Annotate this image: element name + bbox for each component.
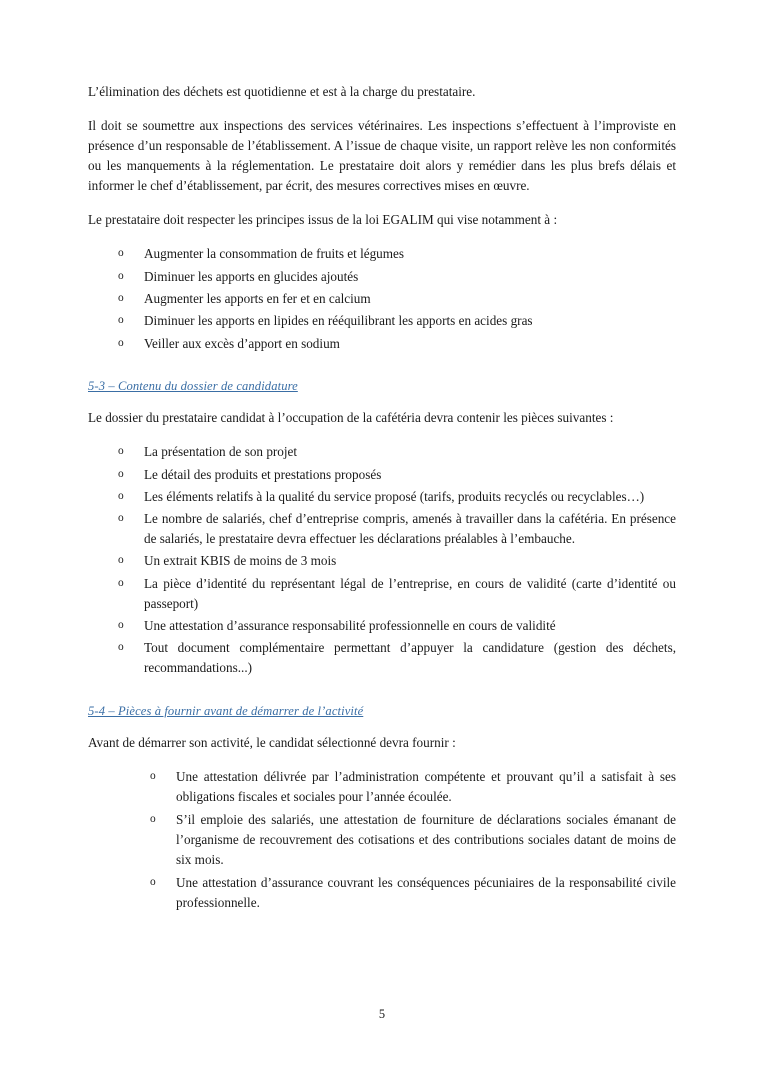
- before-start-items-list: [88, 767, 676, 913]
- list-item: o S’il emploie des salariés, une attestation de fourniture de déclarations sociales émanant de l’organisme de recouvrement des cotisations et des contributions sociales datant de moins de six mois.: [150, 810, 676, 870]
- list-item: o Le détail des produits et prestations proposés: [114, 465, 676, 485]
- dossier-items-list: [88, 442, 676, 677]
- list-item: o Tout document complémentaire permettant d’appuyer la candidature (gestion des déchets, recommandations...): [114, 638, 676, 678]
- list-item: o Le nombre de salariés, chef d’entreprise compris, amenés à travailler dans la cafétéria. En présence de salariés, le prestataire devra effectuer les déclarations préalables à l’embauche.: [114, 509, 676, 549]
- paragraph-dossier-intro: Le dossier du prestataire candidat à l’occupation de la cafétéria devra contenir les pièces suivantes :: [88, 410, 614, 426]
- list-item: o Les éléments relatifs à la qualité du service proposé (tarifs, produits recyclés ou recyclables…): [114, 487, 676, 507]
- paragraph-egalim-intro: Le prestataire doit respecter les principes issus de la loi EGALIM qui vise notamment à :: [88, 212, 558, 228]
- paragraph-waste-disposal: L’élimination des déchets est quotidienne et est à la charge du prestataire.: [88, 84, 476, 99]
- egalim-principles-list: [88, 244, 676, 353]
- list-item: o Augmenter la consommation de fruits et légumes: [114, 244, 676, 264]
- list-item: o La pièce d’identité du représentant légal de l’entreprise, en cours de validité (carte d’identité ou passeport): [114, 574, 676, 614]
- list-item: o La présentation de son projet: [114, 442, 676, 462]
- list-item: o Veiller aux excès d’apport en sodium: [114, 334, 676, 354]
- list-item: o Diminuer les apports en lipides en rééquilibrant les apports en acides gras: [114, 311, 676, 331]
- paragraph-before-start-intro: Avant de démarrer son activité, le candidat sélectionné devra fournir :: [88, 734, 456, 750]
- paragraph-veterinary-inspections: Il doit se soumettre aux inspections des services vétérinaires. Les inspections s’effectuent à l’improviste en présence d’un responsable de l’établissement. A l’issue de chaque visite, un rapport relève les non conformités ou les manquements à la réglementation. Le prestataire doit alors y remédier dans les plus brefs délais et informer le chef d’établissement, par écrit, des mesures correctives mises en œuvre.: [88, 118, 676, 194]
- list-item: o Une attestation délivrée par l’administration compétente et prouvant qu’il a satisfait à ses obligations fiscales et sociales pour l’année écoulée.: [150, 767, 676, 807]
- section-heading-5-4: 5-4 – Pièces à fournir avant de démarrer de l’activité: [88, 703, 364, 718]
- list-item: o Augmenter les apports en fer et en calcium: [114, 289, 676, 309]
- section-heading-5-3: 5-3 – Contenu du dossier de candidature: [88, 379, 298, 394]
- list-item: o Une attestation d’assurance couvrant les conséquences pécuniaires de la responsabilité civile professionnelle.: [150, 873, 676, 913]
- page-number: 5: [378, 1007, 386, 1021]
- list-item: o Une attestation d’assurance responsabilité professionnelle en cours de validité: [114, 616, 676, 636]
- list-item: o Un extrait KBIS de moins de 3 mois: [114, 551, 676, 571]
- list-item: o Diminuer les apports en glucides ajoutés: [114, 267, 676, 287]
